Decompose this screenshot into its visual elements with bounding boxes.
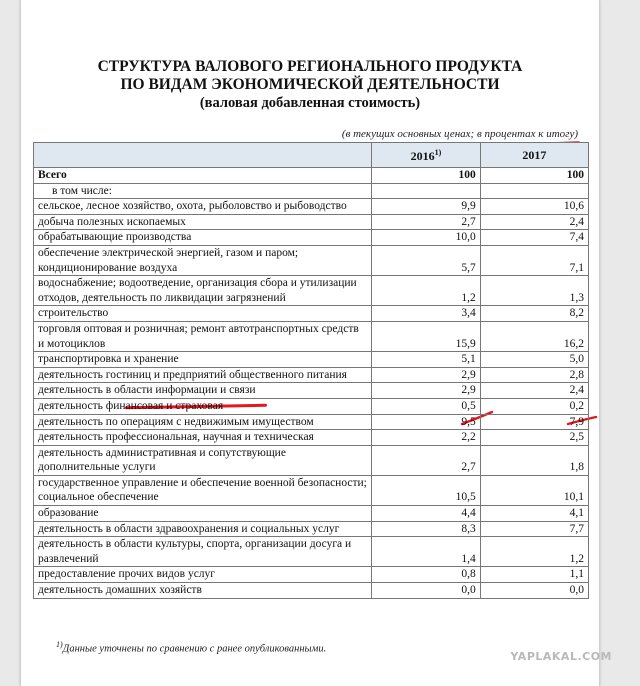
value-2017: 1,8 bbox=[480, 445, 588, 475]
row-label: деятельность домашних хозяйств bbox=[34, 583, 372, 599]
row-label: предоставление прочих видов услуг bbox=[34, 567, 372, 583]
header-2016: 2016$^{1)}$ bbox=[372, 143, 481, 168]
value-2017 bbox=[480, 183, 588, 199]
value-2016: 10,0 bbox=[372, 230, 481, 246]
value-2016: 15,9 bbox=[372, 321, 481, 351]
title-line-1: СТРУКТУРА ВАЛОВОГО РЕГИОНАЛЬНОГО ПРОДУКТА bbox=[97, 58, 523, 75]
value-2016: 2,7 bbox=[372, 445, 481, 475]
value-2016: 100 bbox=[372, 168, 481, 184]
value-2016: 9,9 bbox=[372, 199, 481, 215]
table-row bbox=[34, 521, 589, 537]
table-row bbox=[34, 475, 589, 505]
row-label: деятельность профессиональная, научная и техническая bbox=[34, 430, 372, 446]
value-2017: 2,8 bbox=[480, 367, 588, 383]
header-blank-cell bbox=[34, 143, 372, 168]
title-line-3: (валовая добавленная стоимость) bbox=[199, 95, 421, 111]
value-2016: 2,7 bbox=[372, 214, 481, 230]
value-2017: 7,7 bbox=[480, 521, 588, 537]
value-2017: 0,2 bbox=[480, 398, 588, 414]
value-2017: 2,4 bbox=[480, 383, 588, 399]
row-label: обеспечение электрической энергией, газом и паром; кондиционирование воздуха bbox=[34, 245, 372, 275]
value-2017: 5,0 bbox=[480, 352, 588, 368]
table-row bbox=[34, 414, 589, 430]
table-row bbox=[34, 214, 589, 230]
row-label: строительство bbox=[34, 306, 372, 322]
value-2017: 4,1 bbox=[480, 506, 588, 522]
row-label: деятельность административная и сопутствующие дополнительные услуги bbox=[34, 445, 372, 475]
table-row bbox=[34, 183, 589, 199]
value-2016: 10,5 bbox=[372, 475, 481, 505]
row-label: деятельность по операциям с недвижимым имуществом bbox=[34, 414, 372, 430]
table-row bbox=[34, 430, 589, 446]
value-2017: 1,3 bbox=[480, 276, 588, 306]
table-row bbox=[34, 506, 589, 522]
row-label: государственное управление и обеспечение военной безопасности; социальное обеспечение bbox=[34, 475, 372, 505]
table-row bbox=[34, 168, 589, 184]
value-2016: 3,4 bbox=[372, 306, 481, 322]
row-label: образование bbox=[34, 506, 372, 522]
value-2016: 2,2 bbox=[372, 430, 481, 446]
row-label: деятельность в области культуры, спорта, организации досуга и развлечений bbox=[34, 537, 372, 567]
value-2017: 7,4 bbox=[480, 230, 588, 246]
row-label: в том числе: bbox=[34, 183, 372, 199]
table-row bbox=[34, 306, 589, 322]
value-2017: 16,2 bbox=[480, 321, 588, 351]
value-2016: 8,3 bbox=[372, 521, 481, 537]
table-row bbox=[34, 276, 589, 306]
table-row bbox=[34, 398, 589, 414]
table-row bbox=[34, 245, 589, 275]
row-label: водоснабжение; водоотведение, организация сбора и утилизации отходов, деятельность по ликвидации загрязнений bbox=[34, 276, 372, 306]
row-label: деятельность в области здравоохранения и социальных услуг bbox=[34, 521, 372, 537]
table-row bbox=[34, 567, 589, 583]
data-table bbox=[33, 142, 589, 599]
table-row bbox=[34, 199, 589, 215]
value-2016: 0,0 bbox=[372, 583, 481, 599]
value-2017: 2,5 bbox=[480, 430, 588, 446]
table-header-row bbox=[34, 143, 589, 168]
value-2017: 7,9 bbox=[480, 414, 588, 430]
value-2016: 0,5 bbox=[372, 398, 481, 414]
value-2016: 5,1 bbox=[372, 352, 481, 368]
header-2017: 2017 bbox=[480, 143, 588, 168]
value-2016: 2,9 bbox=[372, 383, 481, 399]
footnote: $^{1)}$Данные уточнены по сравнению с ранее опубликованными. bbox=[56, 640, 327, 655]
table-row bbox=[34, 321, 589, 351]
table-row bbox=[34, 230, 589, 246]
table-row bbox=[34, 383, 589, 399]
units-note: (в текущих основных ценах; в процентах к итогу) bbox=[341, 128, 578, 140]
value-2016: 4,4 bbox=[372, 506, 481, 522]
value-2016: 0,8 bbox=[372, 567, 481, 583]
value-2017: 8,2 bbox=[480, 306, 588, 322]
row-label: Всего bbox=[34, 168, 372, 184]
value-2017: 7,1 bbox=[480, 245, 588, 275]
row-label: сельское, лесное хозяйство, охота, рыболовство и рыбоводство bbox=[34, 199, 372, 215]
value-2017: 1,1 bbox=[480, 567, 588, 583]
value-2017: 0,0 bbox=[480, 583, 588, 599]
row-label: обрабатывающие производства bbox=[34, 230, 372, 246]
value-2017: 10,6 bbox=[480, 199, 588, 215]
row-label: транспортировка и хранение bbox=[34, 352, 372, 368]
table-row bbox=[34, 352, 589, 368]
row-label: добыча полезных ископаемых bbox=[34, 214, 372, 230]
value-2017: 10,1 bbox=[480, 475, 588, 505]
row-label: деятельность в области информации и связи bbox=[34, 383, 372, 399]
table-row bbox=[34, 583, 589, 599]
value-2016: 9,5 bbox=[372, 414, 481, 430]
value-2016: 2,9 bbox=[372, 367, 481, 383]
table-row bbox=[34, 367, 589, 383]
row-label: деятельность финансовая и страховая bbox=[34, 398, 372, 414]
row-label: торговля оптовая и розничная; ремонт автотранспортных средств и мотоциклов bbox=[34, 321, 372, 351]
row-label: деятельность гостиниц и предприятий общественного питания bbox=[34, 367, 372, 383]
value-2016: 5,7 bbox=[372, 245, 481, 275]
title-line-2: ПО ВИДАМ ЭКОНОМИЧЕСКОЙ ДЕЯТЕЛЬНОСТИ bbox=[120, 76, 500, 93]
table-row bbox=[34, 537, 589, 567]
table-row bbox=[34, 445, 589, 475]
value-2017: 1,2 bbox=[480, 537, 588, 567]
value-2017: 2,4 bbox=[480, 214, 588, 230]
value-2016: 1,2 bbox=[372, 276, 481, 306]
watermark-logo: YAPLAKAL.COM bbox=[510, 650, 612, 663]
value-2016 bbox=[372, 183, 481, 199]
value-2016: 1,4 bbox=[372, 537, 481, 567]
value-2017: 100 bbox=[480, 168, 588, 184]
